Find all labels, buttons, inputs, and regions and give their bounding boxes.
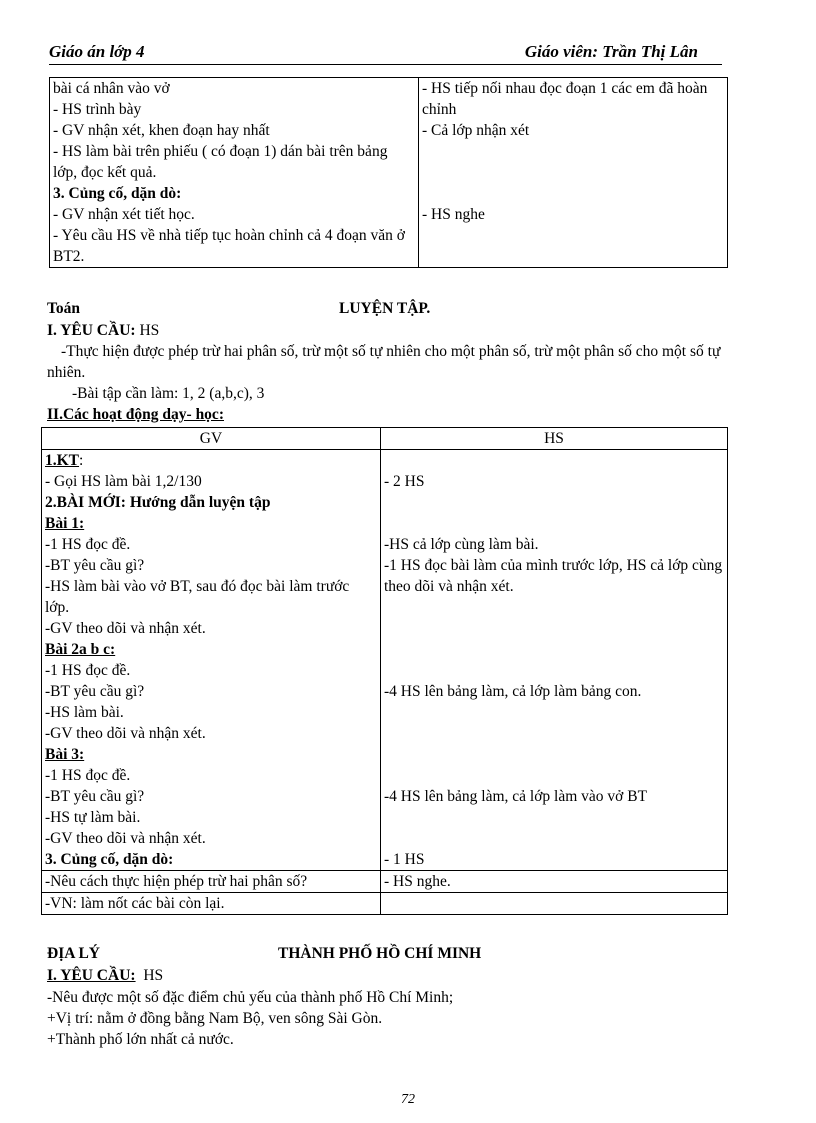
- page-number: 72: [401, 1092, 415, 1107]
- gv-line: - Yêu cầu HS về nhà tiếp tục hoàn chỉnh cả 4 đoạn văn ở BT2.: [53, 227, 405, 265]
- hs-cell: [381, 871, 728, 893]
- requirements-label: I. YÊU CẦU:: [47, 322, 136, 339]
- dialy-requirements-heading: [47, 965, 163, 986]
- gv-line: -GV theo dõi và nhận xét.: [45, 725, 206, 742]
- gv-line: -VN: làm nốt các bài còn lại.: [45, 895, 225, 912]
- toan-requirement-1: -Thực hiện được phép trừ hai phân số, trừ một số tự nhiên cho một phân số, trừ một phân số cho một số tự nhiên.: [47, 343, 721, 381]
- header-class-title: Giáo án lớp 4: [49, 42, 145, 61]
- consolidation-heading: 3. Củng cố, dặn dò:: [45, 851, 174, 868]
- gv-line: -1 HS đọc đề.: [45, 767, 131, 784]
- table-header-row: [42, 428, 728, 450]
- gv-line: -1 HS đọc đề.: [45, 536, 131, 553]
- toan-subject: Toán: [47, 300, 81, 317]
- exercise-1-heading: Bài 1:: [45, 515, 85, 532]
- hs-line: - 1 HS: [384, 851, 425, 868]
- gv-line: -GV theo dõi và nhận xét.: [45, 620, 206, 637]
- exercise-3-heading: Bài 3:: [45, 746, 85, 763]
- gv-cell: [42, 450, 381, 871]
- hs-cell: [419, 78, 728, 268]
- hs-cell: [381, 450, 728, 871]
- gv-line: - Gọi HS làm bài 1,2/130: [45, 473, 202, 490]
- toan-requirement-2: -Bài tập cần làm: 1, 2 (a,b,c), 3: [72, 385, 265, 402]
- dialy-requirement-3: +Thành phố lớn nhất cả nước.: [47, 1031, 234, 1048]
- hs-line: -HS cả lớp cùng làm bài.: [384, 536, 539, 553]
- gv-cell: [42, 871, 381, 893]
- table-row: [42, 871, 728, 893]
- hs-line: - HS nghe.: [384, 873, 451, 890]
- hs-line: - 2 HS: [384, 473, 425, 490]
- dialy-lesson-title: THÀNH PHỐ HỒ CHÍ MINH: [278, 945, 482, 962]
- toan-requirements-heading: [47, 320, 159, 341]
- hs-line: - HS nghe: [422, 206, 485, 223]
- requirements-target: HS: [135, 322, 160, 339]
- gv-cell: [50, 78, 419, 268]
- activities-table: [41, 427, 728, 915]
- gv-line: - HS làm bài trên phiếu ( có đoạn 1) dán bài trên bảng lớp, đọc kết quả.: [53, 143, 388, 181]
- gv-line: -BT yêu cầu gì?: [45, 557, 145, 574]
- gv-line: - GV nhận xét tiết học.: [53, 206, 195, 223]
- gv-line: bài cá nhân vào vở: [53, 80, 170, 97]
- table-row: [42, 450, 728, 871]
- dialy-requirement-1: -Nêu được một số đặc điểm chủ yếu của thành phố Hồ Chí Minh;: [47, 989, 454, 1006]
- header-teacher-name: Giáo viên: Trần Thị Lân: [524, 42, 698, 61]
- toan-lesson-title: LUYỆN TẬP.: [339, 300, 431, 317]
- hs-line: -4 HS lên bảng làm, cả lớp làm vào vở BT: [384, 788, 648, 805]
- hs-cell: [381, 893, 728, 915]
- column-header-gv: GV: [42, 428, 381, 450]
- requirements-target: HS: [135, 967, 164, 984]
- table-row: [42, 893, 728, 915]
- gv-line: - GV nhận xét, khen đoạn hay nhất: [53, 122, 270, 139]
- hs-line: - HS tiếp nối nhau đọc đoạn 1 các em đã hoàn chỉnh: [422, 80, 708, 118]
- hs-line: -1 HS đọc bài làm của mình trước lớp, HS cả lớp cùng theo dõi và nhận xét.: [384, 557, 723, 595]
- exercise-2-heading: Bài 2a b c:: [45, 641, 116, 658]
- gv-line: -BT yêu cầu gì?: [45, 788, 145, 805]
- gv-line: -HS làm bài.: [45, 704, 124, 721]
- kt-heading: 1.KT: [45, 452, 80, 469]
- new-lesson-heading: 2.BÀI MỚI: Hướng dẫn luyện tập: [45, 494, 271, 511]
- gv-line: -Nêu cách thực hiện phép trừ hai phân số?: [45, 873, 308, 890]
- gv-line: -HS làm bài vào vở BT, sau đó đọc bài làm trước lớp.: [45, 578, 350, 616]
- hs-line: - Cả lớp nhận xét: [422, 122, 530, 139]
- gv-line: - HS trình bày: [53, 101, 142, 118]
- gv-line: -HS tự làm bài.: [45, 809, 141, 826]
- page-header: [49, 42, 722, 65]
- gv-line: -BT yêu cầu gì?: [45, 683, 145, 700]
- hs-line: -4 HS lên bảng làm, cả lớp làm bảng con.: [384, 683, 642, 700]
- lesson-table-continued: [49, 77, 728, 268]
- gv-cell: [42, 893, 381, 915]
- column-header-hs: HS: [381, 428, 728, 450]
- gv-line: -1 HS đọc đề.: [45, 662, 131, 679]
- requirements-label: I. YÊU CẦU:: [47, 967, 136, 984]
- dialy-subject: ĐỊA LÝ: [47, 945, 100, 962]
- kt-colon: :: [79, 452, 84, 469]
- dialy-requirement-2: +Vị trí: nằm ở đồng bằng Nam Bộ, ven sông Sài Gòn.: [47, 1010, 383, 1027]
- section-heading: 3. Củng cố, dặn dò:: [53, 185, 182, 202]
- gv-line: -GV theo dõi và nhận xét.: [45, 830, 206, 847]
- table-row: [50, 78, 728, 268]
- activities-heading: II.Các hoạt động dạy- học:: [47, 406, 224, 423]
